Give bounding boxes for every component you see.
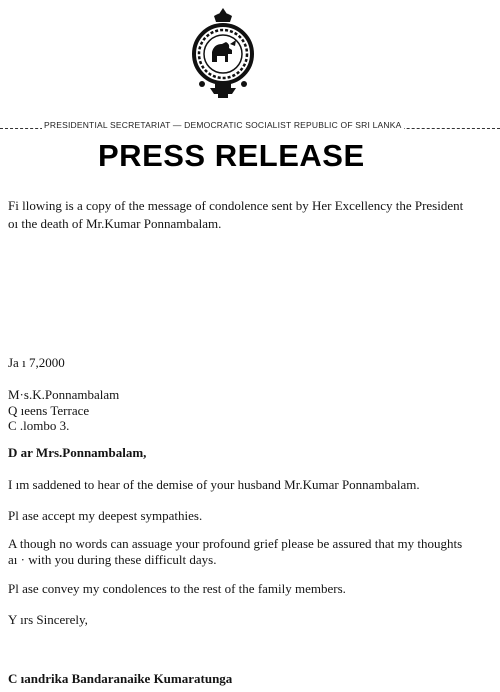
salutation: D ar Mrs.Ponnambalam, bbox=[8, 445, 147, 460]
paragraph-line: I ım saddened to hear of the demise of your husband Mr.Kumar Ponnambalam. bbox=[8, 477, 420, 492]
address-line: C .lombo 3. bbox=[8, 418, 70, 433]
letter-date: Ja ı 7,2000 bbox=[8, 355, 65, 370]
intro-line-2: oı the death of Mr.Kumar Ponnambalam. bbox=[8, 216, 222, 231]
lion-emblem-icon bbox=[190, 6, 256, 106]
secretariat-line: PRESIDENTIAL SECRETARIAT — DEMOCRATIC SOCIALIST REPUBLIC OF SRI LANKA bbox=[44, 120, 402, 130]
paragraph-line: Pl ase accept my deepest sympathies. bbox=[8, 508, 203, 523]
paragraph-line: A though no words can assuage your profound grief please be assured that my thoughts bbox=[8, 536, 463, 551]
page-title: PRESS RELEASE bbox=[98, 138, 365, 173]
address-line: Q ıeens Terrace bbox=[8, 403, 90, 418]
signatory: C ıandrika Bandaranaike Kumaratunga bbox=[8, 671, 233, 686]
address-line: M·s.K.Ponnambalam bbox=[8, 387, 120, 402]
paragraph-line: aı · with you during these difficult days. bbox=[8, 552, 217, 567]
secretariat-header bbox=[0, 120, 500, 134]
intro-line-1: Fi llowing is a copy of the message of condolence sent by Her Excellency the President bbox=[8, 198, 464, 213]
closing: Y ırs Sincerely, bbox=[8, 612, 88, 627]
paragraph-line: Pl ase convey my condolences to the rest of the family members. bbox=[8, 581, 346, 596]
